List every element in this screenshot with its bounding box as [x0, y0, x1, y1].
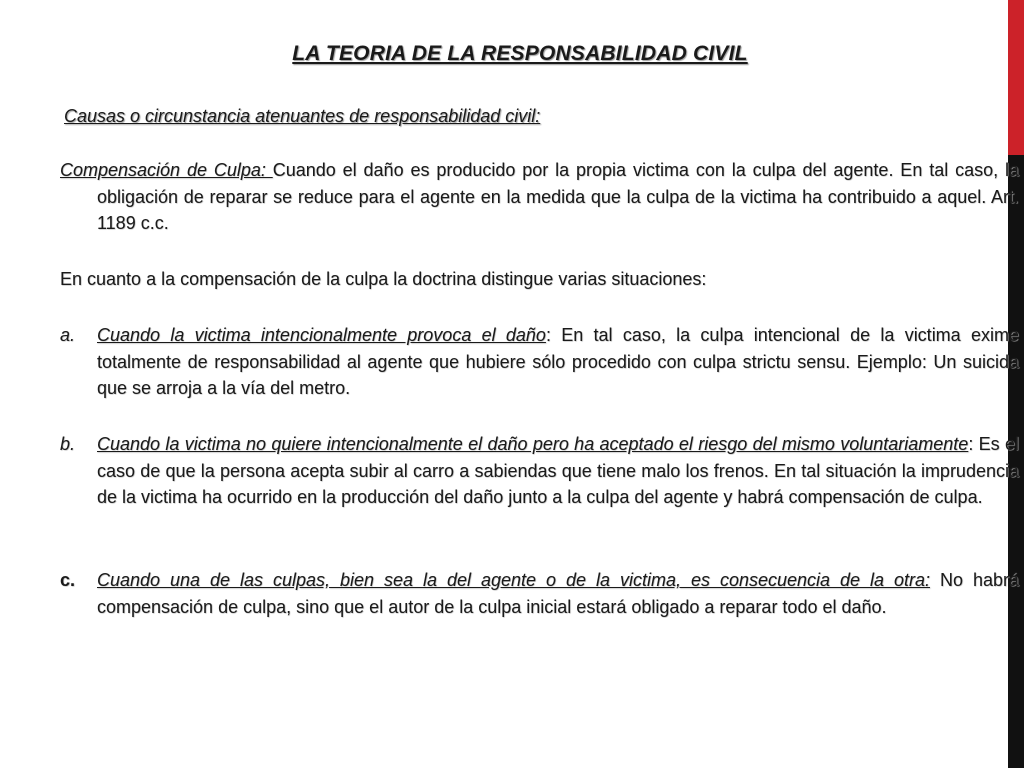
compensacion-lead: Compensación de Culpa: — [60, 160, 273, 180]
compensacion-paragraph — [60, 157, 1019, 237]
list-item-a-lead: Cuando la victima intencionalmente provoca el daño — [97, 325, 546, 345]
slide-subtitle: Causas o circunstancia atenuantes de responsabilidad civil: — [64, 106, 541, 126]
list-marker-c: c. — [60, 570, 76, 590]
list-item-b — [60, 431, 1019, 511]
list-marker-b: b. — [60, 434, 76, 454]
list-item-c-text: No habrá compensación de culpa, sino que el autor de la culpa inicial estará obligado a reparar todo el daño. — [97, 570, 1019, 617]
list-item-a-text: : En tal caso, la culpa intencional de la victima exime totalmente de responsabilidad al agente que hubiere sólo procedido con culpa strictu sensu. Ejemplo: Un suicida que se arroja a la vía del metro. — [97, 325, 1019, 398]
list-marker-a: a. — [60, 325, 76, 345]
compensacion-text: Cuando el daño es producido por la propia victima con la culpa del agente. En tal caso, la obligación de reparar se reduce para el agente en la medida que la culpa de la victima ha contribuido a aquel. Art. 1189 c.c. — [97, 160, 1019, 233]
list-item-c — [60, 567, 1019, 620]
list-item-a — [60, 322, 1019, 402]
list-item-b-lead: Cuando la victima no quiere intencionalmente el daño pero ha aceptado el riesgo del mismo voluntariamente — [97, 434, 969, 454]
accent-bar-red — [1008, 0, 1024, 155]
intro-paragraph: En cuanto a la compensación de la culpa la doctrina distingue varias situaciones: — [60, 269, 707, 289]
list-item-b-text: : Es el caso de que la persona acepta subir al carro a sabiendas que tiene malo los frenos. En tal situación la imprudencia de la victima ha ocurrido en la producción del daño junto a la culpa del agente y habrá compensación de culpa. — [97, 434, 1019, 507]
slide-title: LA TEORIA DE LA RESPONSABILIDAD CIVIL — [292, 42, 748, 65]
list-item-c-lead: Cuando una de las culpas, bien sea la del agente o de la victima, es consecuencia de la otra: — [97, 570, 930, 590]
